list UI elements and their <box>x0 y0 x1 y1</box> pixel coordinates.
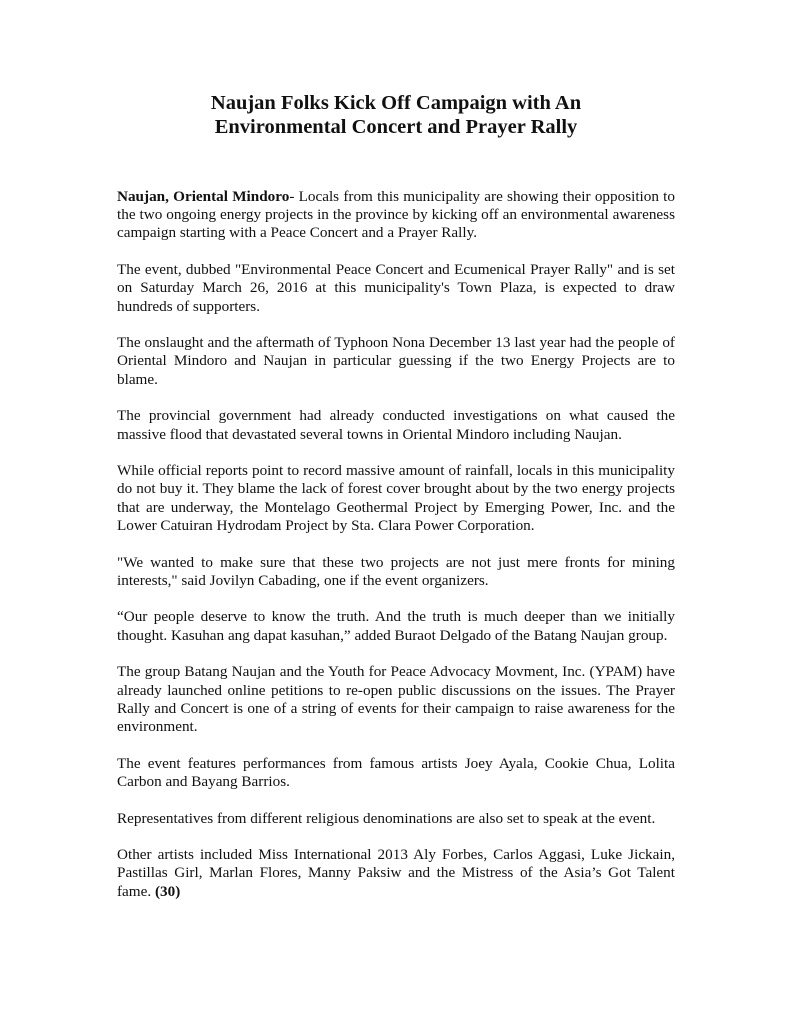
paragraph-1-text: - Locals from this municipality are showing their opposition to the two ongoing energy projects in the province by kicking off an environmental awareness campaign starting with a Peace Concert and a Prayer Rally. <box>117 188 675 242</box>
dateline: Naujan, Oriental Mindoro <box>117 188 290 205</box>
document-page <box>117 91 675 919</box>
paragraph-10: Representatives from different religious denominations are also set to speak at the event. <box>117 809 656 827</box>
paragraph-2: The event, dubbed "Environmental Peace Concert and Ecumenical Prayer Rally" and is set on Saturday March 26, 2016 at this municipality's Town Plaza, is expected to draw hundreds of supporters. <box>117 261 675 315</box>
end-mark: (30) <box>154 882 181 900</box>
paragraph-1 <box>117 188 675 243</box>
paragraph-3: The onslaught and the aftermath of Typhoon Nona December 13 last year had the people of Oriental Mindoro and Naujan in particular guessing if the two Energy Projects are to blame. <box>117 334 675 388</box>
title-line-2: Environmental Concert and Prayer Rally <box>214 116 578 138</box>
paragraph-7: “Our people deserve to know the truth. And the truth is much deeper than we initially thought. Kasuhan ang dapat kasuhan,” added Buraot Delgado of the Batang Naujan group. <box>117 608 675 644</box>
title-line-1: Naujan Folks Kick Off Campaign with An <box>210 92 582 114</box>
document-title <box>117 91 675 139</box>
paragraph-4: The provincial government had already conducted investigations on what caused the massive flood that devastated several towns in Oriental Mindoro including Naujan. <box>117 407 675 443</box>
paragraph-11 <box>117 846 675 901</box>
paragraph-8: The group Batang Naujan and the Youth for Peace Advocacy Movment, Inc. (YPAM) have already launched online petitions to re-open public discussions on the issues. The Prayer Rally and Concert is one of a string of events for their campaign to raise awareness for the environment. <box>117 663 675 735</box>
paragraph-5: While official reports point to record massive amount of rainfall, locals in this municipality do not buy it. They blame the lack of forest cover brought about by the two energy projects that are underway, the Montelago Geothermal Project by Emerging Power, Inc. and the Lower Catuiran Hydrodam Project by Sta. Clara Power Corporation. <box>117 462 675 534</box>
paragraph-11-text: Other artists included Miss International 2013 Aly Forbes, Carlos Aggasi, Luke Jickain, Pastillas Girl, Marlan Flores, Manny Paksiw and the Mistress of the Asia’s Got Talent fame. <box>117 846 675 900</box>
paragraph-9: The event features performances from famous artists Joey Ayala, Cookie Chua, Lolita Carbon and Bayang Barrios. <box>117 754 675 790</box>
paragraph-6: "We wanted to make sure that these two projects are not just mere fronts for mining interests," said Jovilyn Cabading, one if the event organizers. <box>117 553 675 589</box>
